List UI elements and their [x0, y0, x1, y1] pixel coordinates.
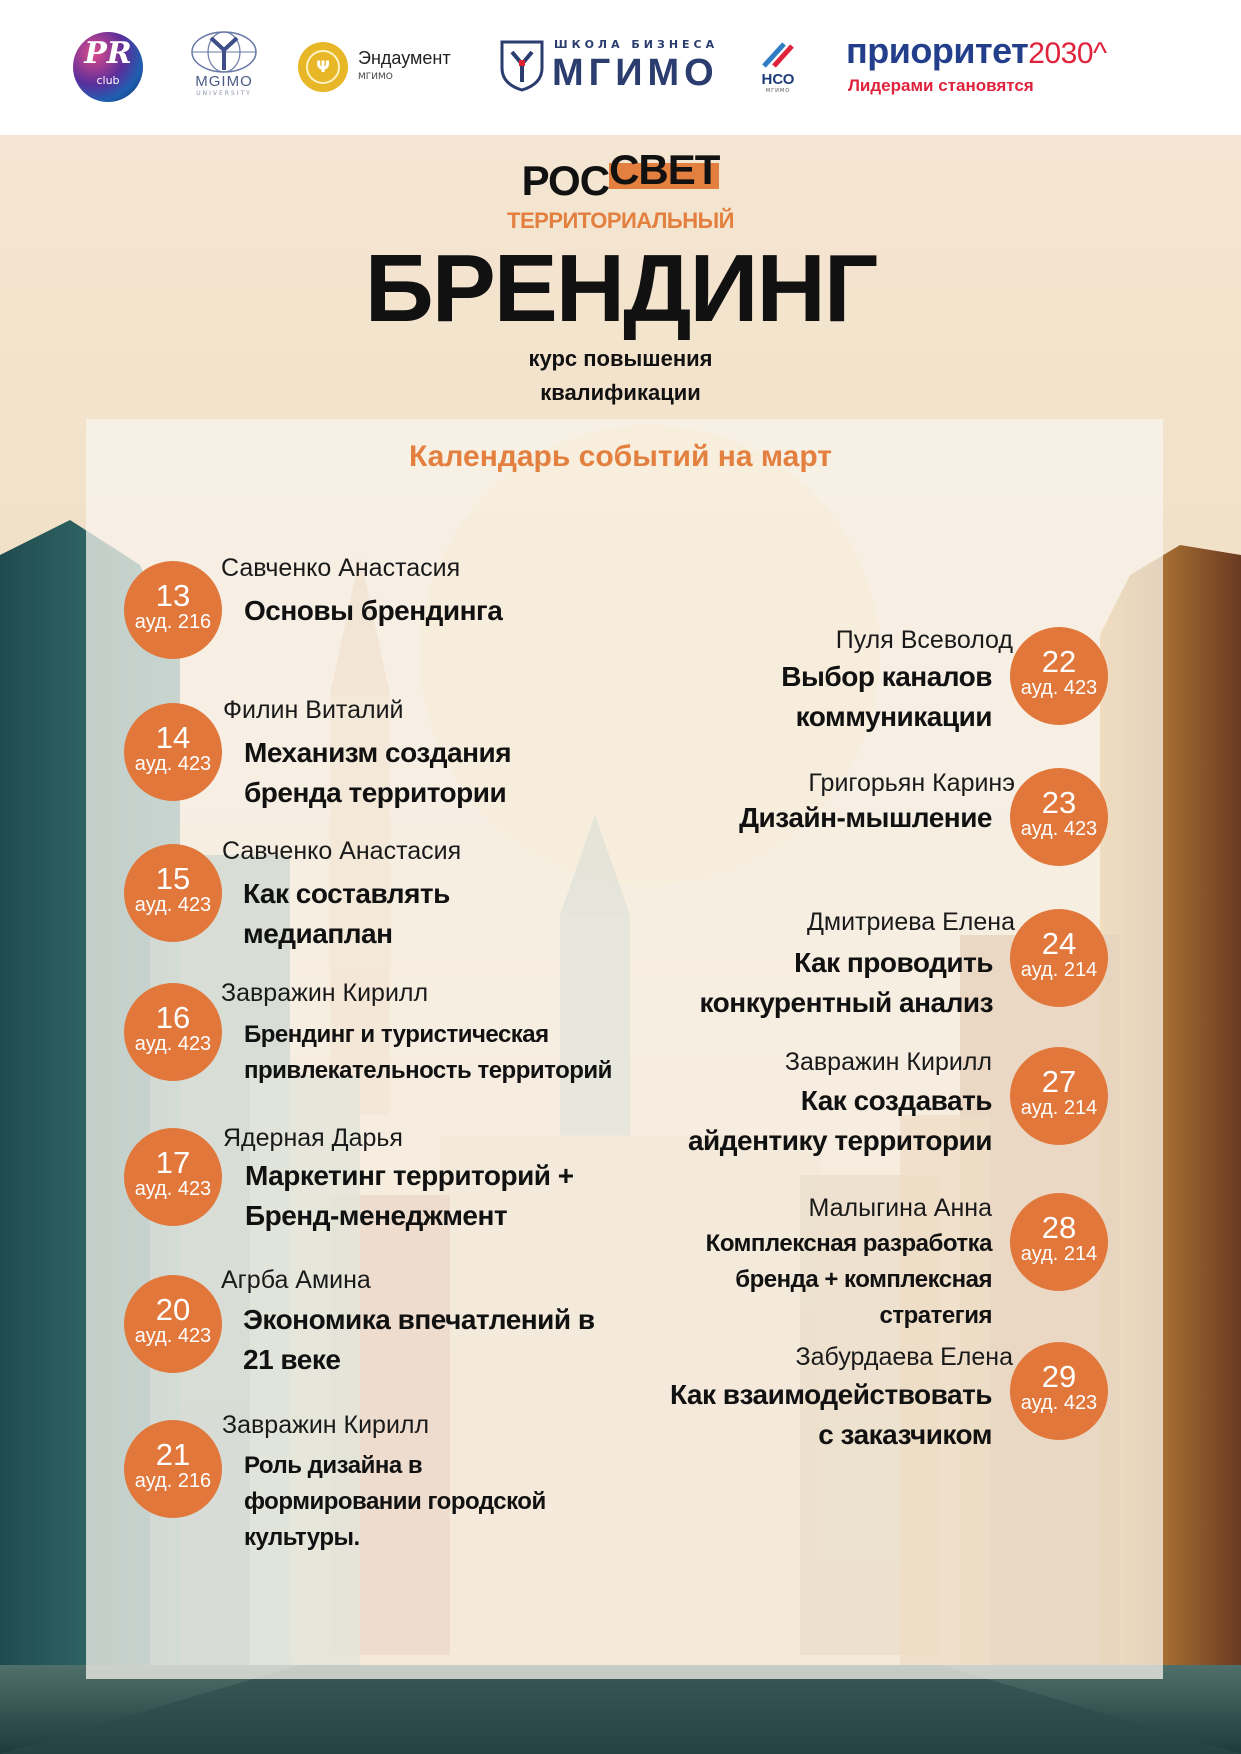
event-topic-line: бренда + комплексная — [735, 1266, 992, 1293]
event-topic — [560, 798, 992, 838]
event-day: 29 — [1041, 1359, 1077, 1394]
mgimo-logo-name: MGIMO — [195, 73, 253, 90]
event-speaker: Григорьян Каринэ — [808, 769, 1015, 797]
event-speaker: Савченко Анастасия — [222, 837, 462, 865]
event-day: 17 — [155, 1145, 191, 1180]
priority-2030-logo — [846, 30, 1176, 104]
event-speaker: Ядерная Дарья — [223, 1124, 403, 1152]
mgimo-university-logo — [186, 30, 262, 102]
business-school-logo — [500, 38, 722, 96]
event-speaker: Завражин Кирилл — [784, 1048, 992, 1076]
pr-club-logo-text: PR — [84, 36, 132, 71]
event-room: ауд. 423 — [134, 753, 212, 775]
event-topic-line: Как создавать — [800, 1085, 992, 1116]
event-topic-line: формировании городской — [244, 1488, 546, 1515]
course-description-line: курс повышения — [528, 346, 713, 371]
event-room: ауд. 423 — [134, 1033, 212, 1055]
globe-icon — [189, 30, 259, 74]
event-room: ауд. 423 — [1020, 677, 1098, 699]
date-badge — [124, 1128, 222, 1226]
event-room: ауд. 423 — [134, 894, 212, 916]
event-topic — [560, 943, 993, 1023]
date-badge — [1010, 1342, 1108, 1440]
nso-logo — [754, 40, 802, 94]
event-topic-line: Как составлять — [243, 878, 450, 909]
event-topic-line: Экономика впечатлений в — [243, 1304, 595, 1335]
event-topic-line: конкурентный анализ — [699, 987, 993, 1018]
event-speaker: Завражин Кирилл — [222, 1411, 430, 1439]
event-topic — [245, 1156, 665, 1236]
event-speaker: Завражин Кирилл — [221, 979, 429, 1007]
event-room: ауд. 423 — [1020, 1392, 1098, 1414]
event-topic-line: Комплексная разработка — [705, 1230, 992, 1257]
event-topic-line: Маркетинг территорий + — [245, 1160, 574, 1191]
event-day: 13 — [155, 578, 191, 613]
event-day: 22 — [1041, 644, 1077, 679]
event-room: ауд. 214 — [1020, 959, 1098, 981]
date-badge — [124, 703, 222, 801]
title-subtitle: ТЕРРИТОРИАЛЬНЫЙ — [507, 208, 734, 233]
priority-logo-word: приоритет — [846, 30, 1029, 71]
event-speaker: Филин Виталий — [223, 696, 404, 724]
endowment-logo-name: Эндаумент — [358, 48, 451, 68]
coin-icon: Ψ — [298, 42, 348, 92]
business-school-logo-top: ШКОЛА БИЗНЕСА — [554, 38, 719, 51]
event-topic-line: Как проводить — [794, 947, 993, 978]
event-speaker: Забурдаева Елена — [795, 1343, 1013, 1371]
date-badge — [124, 1420, 222, 1518]
event-day: 20 — [155, 1292, 191, 1327]
event-topic-line: медиаплан — [243, 918, 393, 949]
nso-logo-name: НСО — [761, 71, 795, 88]
calendar-title: Календарь событий на март — [409, 440, 832, 473]
event-topic — [244, 1017, 724, 1089]
date-badge — [124, 983, 222, 1081]
event-topic-line: бренда территории — [244, 777, 507, 808]
event-topic-line: с заказчиком — [818, 1419, 992, 1450]
event-topic-line: Как взаимодействовать — [669, 1379, 992, 1410]
event-speaker: Агрба Амина — [221, 1266, 371, 1294]
arrow-mark-icon — [758, 40, 798, 68]
event-room: ауд. 423 — [134, 1325, 212, 1347]
event-day: 23 — [1041, 785, 1077, 820]
pr-club-logo-subtext: club — [96, 74, 120, 87]
event-day: 21 — [155, 1437, 191, 1472]
event-speaker: Савченко Анастасия — [221, 554, 461, 582]
logo-bar — [0, 0, 1241, 135]
event-topic-line: Основы брендинга — [244, 595, 503, 626]
event-room: ауд. 214 — [1020, 1097, 1098, 1119]
date-badge — [124, 1275, 222, 1373]
event-topic-line: коммуникации — [795, 701, 992, 732]
event-day: 16 — [155, 1000, 191, 1035]
event-topic-line: стратегия — [879, 1302, 992, 1329]
event-room: ауд. 214 — [1020, 1243, 1098, 1265]
date-badge — [1010, 627, 1108, 725]
date-badge — [1010, 768, 1108, 866]
priority-logo-year: 2030^ — [1028, 37, 1107, 70]
event-topic-line: Выбор каналов — [781, 661, 992, 692]
event-topic — [560, 657, 992, 737]
event-topic-line: Механизм создания — [244, 737, 512, 768]
date-badge — [124, 561, 222, 659]
event-day: 27 — [1041, 1064, 1077, 1099]
event-day: 14 — [155, 720, 191, 755]
event-topic — [244, 591, 664, 631]
event-day: 24 — [1041, 926, 1077, 961]
event-topic-line: культуры. — [244, 1524, 360, 1551]
business-school-logo-name: МГИМО — [552, 52, 719, 94]
brand-highlight-text: СВЕТ — [609, 146, 720, 193]
mgimo-logo-sub: UNIVERSITY — [196, 90, 252, 97]
event-speaker: Малыгина Анна — [808, 1194, 992, 1222]
event-topic-line: айдентику территории — [687, 1125, 992, 1156]
event-day: 15 — [155, 861, 191, 896]
page-title: БРЕНДИНГ — [364, 235, 877, 342]
event-topic — [560, 1226, 992, 1334]
event-topic-line: 21 веке — [243, 1344, 341, 1375]
date-badge — [124, 844, 222, 942]
priority-logo-title — [846, 30, 1107, 72]
event-topic-line: Дизайн-мышление — [739, 802, 992, 833]
event-speaker: Пуля Всеволод — [835, 626, 1013, 654]
event-topic — [560, 1081, 992, 1161]
event-room: ауд. 423 — [134, 1178, 212, 1200]
event-room: ауд. 423 — [1020, 818, 1098, 840]
course-description — [0, 342, 1241, 410]
date-badge — [1010, 1193, 1108, 1291]
pr-club-logo — [73, 32, 143, 102]
event-topic — [243, 874, 663, 954]
event-day: 28 — [1041, 1210, 1077, 1245]
priority-logo-tagline: Лидерами становятся — [848, 76, 1034, 95]
event-topic-line: Бренд-менеджмент — [245, 1200, 508, 1231]
nso-logo-sub: МГИМО — [765, 88, 791, 94]
event-room: ауд. 216 — [134, 1470, 212, 1492]
event-topic-line: Роль дизайна в — [244, 1452, 423, 1479]
event-topic — [244, 1448, 664, 1556]
event-speaker: Дмитриева Елена — [806, 908, 1015, 936]
event-topic-line: привлекательность территорий — [244, 1057, 612, 1084]
brand-left-text: РОС — [521, 157, 610, 204]
endowment-logo-sub: МГИМО — [358, 72, 393, 82]
rossvet-brand — [0, 146, 1241, 205]
brand-highlight — [609, 146, 720, 193]
event-topic — [560, 1375, 992, 1455]
event-room: ауд. 216 — [134, 611, 212, 633]
course-description-line: квалификации — [540, 380, 701, 405]
date-badge — [1010, 1047, 1108, 1145]
shield-icon — [500, 40, 544, 92]
event-topic-line: Брендинг и туристическая — [244, 1021, 549, 1048]
date-badge — [1010, 909, 1108, 1007]
